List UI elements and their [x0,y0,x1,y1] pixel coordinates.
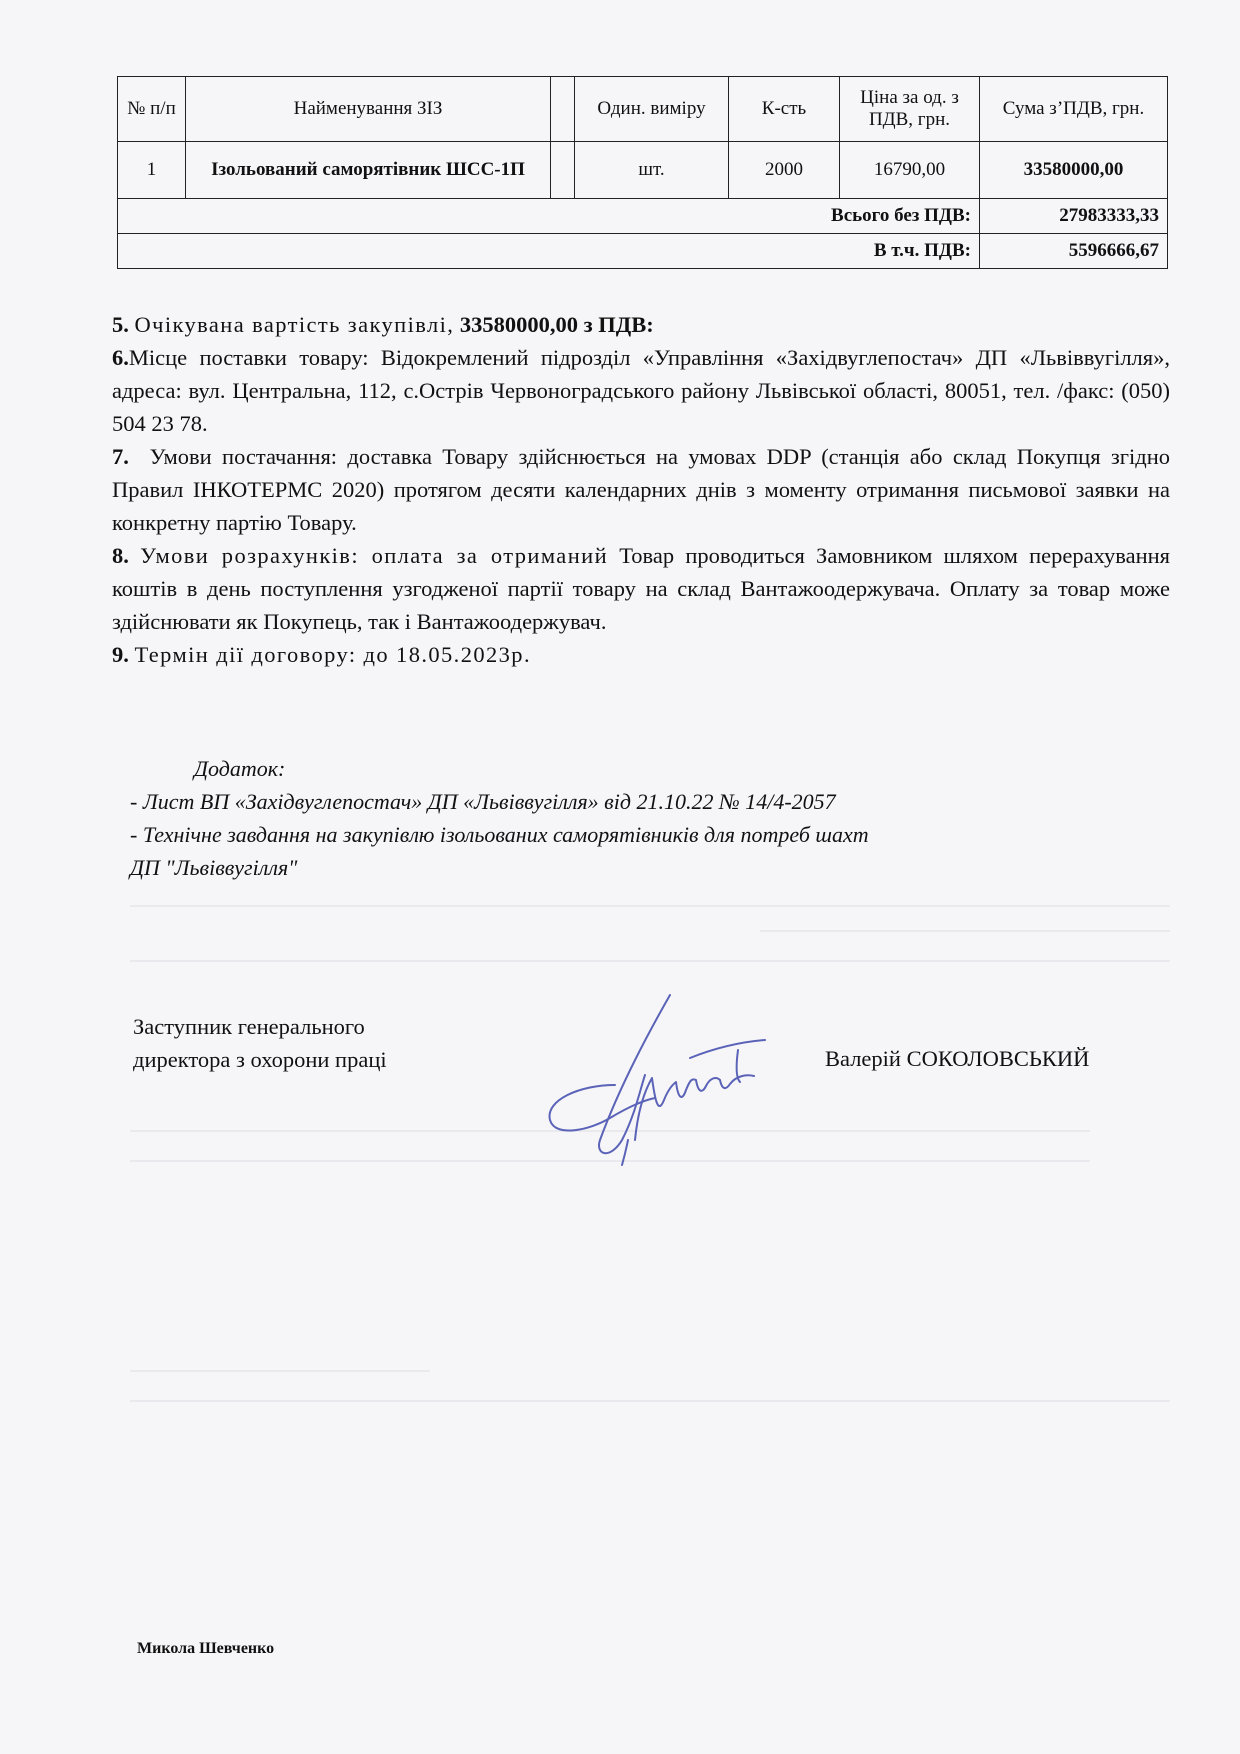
vat-row [118,234,1168,269]
procurement-terms [112,308,1170,671]
col-header-sum: Сума з’ПДВ, грн. [980,77,1168,142]
term-7 [112,440,1170,539]
term-text: Умови постачання: доставка Товару здійснюється на умовах DDP (станція або склад Покупця згідно Правил ІНКОТЕРМС 2020) протягом десяти календарних днів з моменту отримання письмової заявки на конкретну партію Товару. [112,444,1170,535]
term-text: Місце поставки товару: Відокремлений підрозділ «Управління «Західвуглепостач» ДП «Львіввугілля», адреса: вул. Центральна, 112, с.Острів Червоноградського району Львівської області, 80051, тел. /факс: (050) 504 23 78. [112,345,1170,436]
col-header-name: Найменування ЗІЗ [186,77,551,142]
expected-cost: 33580000,00 з ПДВ: [459,312,654,337]
term-number: 9. [112,642,129,667]
term-6 [112,341,1170,440]
signatory-name: Валерій СОКОЛОВСЬКИЙ [825,1046,1090,1071]
table-header-row [118,77,1168,142]
handwritten-signature [540,990,800,1170]
term-text-spaced: Умови розрахунків: оплата за отриманий [140,543,609,568]
appendix-item: - Технічне завдання на закупівлю ізольованих саморятівників для потреб шахт [130,822,869,847]
total-no-vat-value: 27983333,33 [980,199,1168,234]
signatory-position [133,1010,387,1076]
total-no-vat-label: Всього без ПДВ: [118,199,980,234]
col-header-unit: Один. виміру [575,77,729,142]
bleed-through-line [130,905,1170,907]
signatory-position-line: директора з охорони праці [133,1047,387,1072]
col-header-price: Ціна за од. з ПДВ, грн. [840,77,980,142]
cell-sum: 33580000,00 [980,142,1168,199]
executor-name: Микола Шевченко [137,1640,275,1657]
term-number: 6. [112,345,129,370]
appendix [130,752,1130,884]
cell-qty: 2000 [729,142,840,199]
col-spacer [551,77,575,142]
vat-value: 5596666,67 [980,234,1168,269]
cell-spacer [551,142,575,199]
term-text: Термін дії договору: до 18.05.2023р. [134,642,531,667]
signatory-position-line: Заступник генерального [133,1014,365,1039]
cell-num: 1 [118,142,186,199]
cell-name: Ізольований саморятівник ШСС-1П [186,142,551,199]
appendix-item: - Лист ВП «Західвуглепостач» ДП «Львіввугілля» від 21.10.22 № 14/4-2057 [130,789,836,814]
total-no-vat-row [118,199,1168,234]
col-header-num: № п/п [118,77,186,142]
bleed-through-line [130,960,1170,962]
items-table [117,76,1168,269]
term-number: 5. [112,312,129,337]
term-5 [112,308,1170,341]
bleed-through-line [130,1370,430,1372]
term-number: 8. [112,543,129,568]
appendix-item-continued: ДП "Львіввугілля" [130,855,298,880]
term-text: Очікувана вартість закупівлі, [134,312,455,337]
bleed-through-line [130,1400,1170,1402]
cell-price: 16790,00 [840,142,980,199]
vat-label: В т.ч. ПДВ: [118,234,980,269]
table-row [118,142,1168,199]
term-9 [112,638,1170,671]
appendix-title: Додаток: [194,756,286,781]
col-header-qty: К-сть [729,77,840,142]
bleed-through-line [760,930,1170,932]
term-number: 7. [112,444,129,469]
cell-unit: шт. [575,142,729,199]
term-text: Товар проводиться Замовником шляхом перерахування коштів в день поступлення узгодженої партії товару на склад Вантажоодержувача. Оплату за товар може здійснювати як Покупець, так і Вантажоодержувач. [112,543,1171,634]
term-8 [112,539,1170,638]
